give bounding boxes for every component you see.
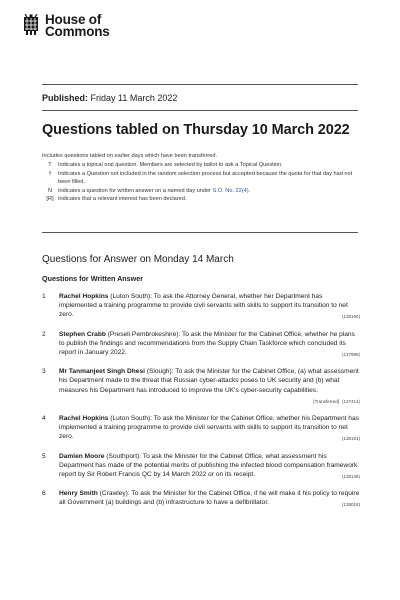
question-body: [59, 367, 360, 406]
transferred-note: [Transferred]: [313, 398, 339, 404]
legend-text: [58, 187, 362, 196]
question-text: (Crawley): To ask the Minister for the Cabinet Office, if he will make it his policy to require all Government (a) buildings and (b) infrastructure to have a defibrillator.: [59, 490, 360, 507]
question-text: (Southport): To ask the Minister for the Cabinet Office, what assessment his Department has made of the potential merits of publishing the infected blood compensation framework report by Sir Robert Francis QC by 14 March 2022 or on its receipt.: [59, 452, 358, 479]
legend-text: Indicates a topical oral question. Members are selected by ballot to ask a Topical Question.: [58, 162, 283, 168]
question-body: [59, 292, 360, 322]
portcullis-icon: [22, 14, 40, 38]
question-member: Rachel Hopkins: [59, 415, 109, 423]
standing-order-link[interactable]: S.O. No. 22(4): [212, 187, 249, 194]
question-body: [59, 330, 360, 360]
question-member: Stephen Crabb: [59, 330, 106, 338]
legend-key: N: [47, 187, 53, 194]
question-ref-group: [313, 397, 360, 406]
legend-row-interest: [42, 195, 362, 204]
legend-divider: [42, 232, 358, 233]
legend: [42, 161, 362, 204]
question-ref: (137414): [341, 398, 360, 404]
legend-key: †: [48, 170, 52, 177]
legend-text: Indicates that a relevant interest has been declared.: [58, 196, 187, 203]
question-ref: (138018): [341, 502, 360, 508]
question-body: [59, 489, 360, 509]
question-member: Henry Smith: [59, 490, 98, 498]
logo-line-1: House of: [45, 12, 102, 27]
legend-row-topical: [42, 161, 362, 170]
question-item: [42, 330, 360, 360]
question-member: Rachel Hopkins: [59, 293, 109, 300]
question-number: 2: [42, 330, 46, 338]
question-body: [59, 414, 360, 444]
question-number: 4: [42, 415, 46, 423]
published-line: [42, 93, 177, 103]
question-ref: (138190): [341, 314, 360, 320]
logo-line-2: Commons: [45, 24, 110, 39]
question-ref: (138138): [341, 474, 360, 480]
question-number: 3: [42, 368, 46, 376]
question-item: [42, 414, 360, 444]
question-body: [59, 452, 360, 482]
logo-wordmark: [45, 14, 110, 38]
house-of-commons-logo: [22, 14, 110, 38]
question-ref: (138191): [341, 436, 360, 442]
question-item: [42, 489, 360, 509]
sub-heading: Questions for Written Answer: [42, 274, 144, 283]
legend-row-named-day: [42, 187, 362, 196]
question-item: [42, 292, 360, 322]
question-number: 6: [42, 490, 46, 498]
question-item: [42, 367, 360, 406]
question-text: (Luton South): To ask the Minister for the Cabinet Office, whether his Department has implemented a training programme to provide civil servants with skills to support its transition to net zero.: [59, 415, 359, 441]
page-title: Questions tabled on Thursday 10 March 2022: [42, 122, 350, 138]
top-divider: [42, 84, 358, 85]
legend-key: [R]: [46, 196, 54, 203]
legend-row-dagger: [42, 170, 362, 187]
published-label: Published:: [42, 93, 89, 103]
legend-text-after: .: [248, 187, 251, 194]
legend-key: T: [48, 162, 52, 168]
question-text: (Slough): To ask the Minister for the Cabinet Office, (a) what assessment his Department made to the threat that Russian cyber-attacks poses to UK security and (b) what measures his Department has introduced to improve the UK's cyber-security capabilities.: [59, 368, 359, 394]
questions-list: [42, 292, 360, 510]
question-number: 1: [42, 293, 46, 300]
legend-text: Indicates a Question not included in the random selection process but accepted because the quota for that day had not been filled.: [58, 170, 353, 186]
published-date: Friday 11 March 2022: [90, 93, 178, 103]
question-item: [42, 452, 360, 482]
section-heading: Questions for Answer on Monday 14 March: [42, 254, 234, 265]
question-text: (Preseli Pembrokeshire): To ask the Minister for the Cabinet Office, whether he plans to publish the findings and recommendations from the Supply Chain Taskforce which concluded its report in January 2022.: [59, 330, 355, 357]
published-divider: [42, 110, 358, 111]
legend-text-before: Indicates a question for written answer on a named day under: [58, 187, 213, 194]
question-number: 5: [42, 452, 46, 460]
question-text: (Luton South): To ask the Attorney General, whether her Department has implemented a training programme to provide civil servants with skills to support its transition to net zero.: [59, 293, 348, 319]
question-member: Mr Tanmanjeet Singh Dhesi: [59, 368, 145, 376]
question-member: Damien Moore: [59, 452, 105, 460]
intro-text: Includes questions tabled on earlier days which have been transferred.: [42, 153, 218, 159]
question-ref: (137999): [341, 352, 360, 358]
